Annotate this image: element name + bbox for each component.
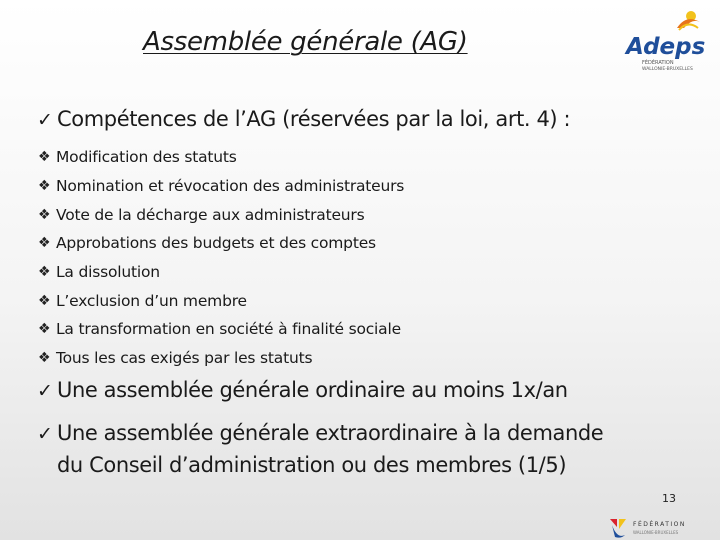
svg-text:WALLONIE-BRUXELLES: WALLONIE-BRUXELLES: [633, 530, 679, 535]
diamond-bullet-icon: ❖: [38, 292, 51, 309]
slide-title: Assemblée générale (AG): [143, 27, 468, 57]
checkmark-icon: ✓: [37, 423, 53, 445]
list-item: ❖ Modification des statuts: [38, 143, 404, 172]
adeps-logo: [622, 6, 708, 76]
list-item: ❖ Tous les cas exigés par les statuts: [38, 344, 404, 373]
svg-text:FÉDÉRATION: FÉDÉRATION: [642, 60, 674, 66]
diamond-bullet-icon: ❖: [38, 178, 51, 195]
list-item: ❖ L’exclusion d’un membre: [38, 286, 404, 315]
diamond-bullet-icon: ❖: [38, 321, 51, 338]
svg-text:FÉDÉRATION: FÉDÉRATION: [633, 521, 686, 528]
svg-text:Adeps: Adeps: [626, 34, 706, 60]
checkmark-icon: ✓: [37, 109, 53, 131]
diamond-bullet-icon: ❖: [38, 149, 51, 166]
heading-ag-extraordinaire-continuation: du Conseil d’administration ou des membres (1/5): [57, 453, 567, 477]
list-item: ❖ Vote de la décharge aux administrateurs: [38, 200, 404, 229]
svg-text:WALLONIE-BRUXELLES: WALLONIE-BRUXELLES: [642, 67, 693, 72]
diamond-bullet-icon: ❖: [38, 350, 51, 367]
heading-competences: ✓ Compétences de l’AG (réservées par la loi, art. 4) :: [37, 107, 571, 131]
competences-list: [38, 143, 404, 373]
checkmark-icon: ✓: [37, 380, 53, 402]
page-number: 13: [662, 492, 676, 505]
heading-ag-ordinaire: ✓ Une assemblée générale ordinaire au moins 1x/an: [37, 378, 568, 402]
diamond-bullet-icon: ❖: [38, 206, 51, 223]
list-item: ❖ La dissolution: [38, 258, 404, 287]
fwb-logo: [607, 515, 717, 540]
list-item: ❖ Approbations des budgets et des comptes: [38, 229, 404, 258]
list-item: ❖ Nomination et révocation des administrateurs: [38, 172, 404, 201]
diamond-bullet-icon: ❖: [38, 264, 51, 281]
list-item: ❖ La transformation en société à finalité sociale: [38, 315, 404, 344]
diamond-bullet-icon: ❖: [38, 235, 51, 252]
heading-ag-extraordinaire: ✓ Une assemblée générale extraordinaire à la demande: [37, 421, 604, 445]
